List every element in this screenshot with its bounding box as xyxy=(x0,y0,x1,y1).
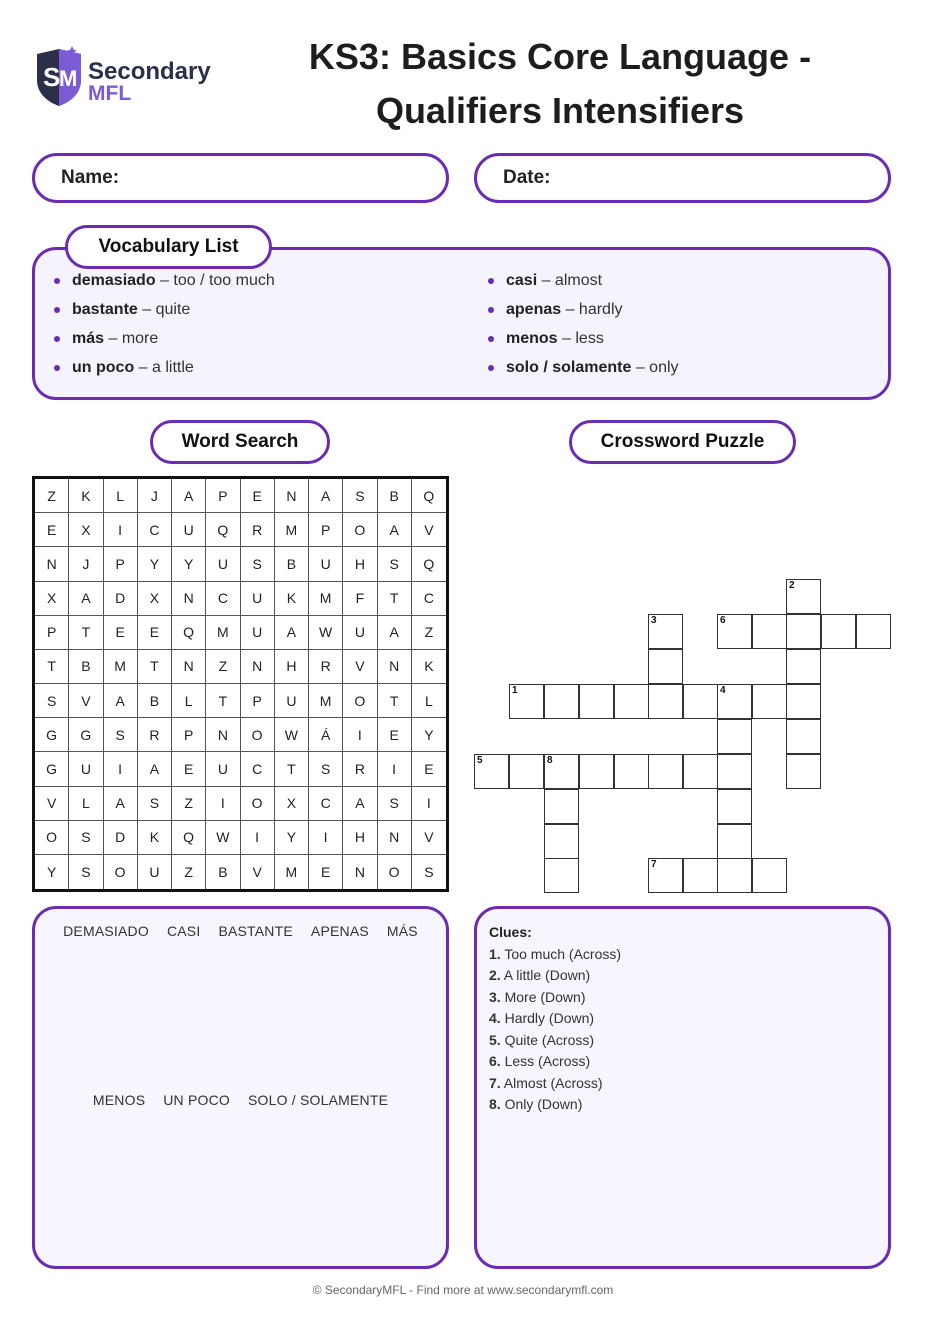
word-search-cell[interactable]: R xyxy=(241,513,275,547)
clue-item: 6. Less (Across) xyxy=(489,1053,591,1069)
word-search-cell[interactable]: M xyxy=(104,650,138,684)
vocab-item: demasiado – too / too much xyxy=(54,266,275,295)
name-field[interactable]: Name: xyxy=(32,153,449,203)
word-search-cell[interactable]: O xyxy=(378,855,412,889)
word-search-cell[interactable]: U xyxy=(172,513,206,547)
word-search-cell[interactable]: T xyxy=(206,684,240,718)
word-search-cell[interactable]: N xyxy=(172,650,206,684)
word-search-cell[interactable]: Á xyxy=(309,718,343,752)
crossword-cell[interactable] xyxy=(683,684,718,719)
word-list-item: APENAS xyxy=(310,923,369,939)
crossword-cell[interactable] xyxy=(614,684,649,719)
word-search-cell[interactable]: R xyxy=(309,650,343,684)
word-search-cell[interactable]: I xyxy=(206,787,240,821)
crossword-cell[interactable]: 5 xyxy=(474,754,509,789)
word-search-cell[interactable]: S xyxy=(343,479,377,513)
word-search-cell[interactable]: K xyxy=(69,479,103,513)
vocab-item: solo / solamente – only xyxy=(488,353,679,382)
word-search-cell[interactable]: Z xyxy=(35,479,69,513)
word-search-cell[interactable]: A xyxy=(138,752,172,786)
word-search-cell[interactable]: Z xyxy=(172,787,206,821)
crossword-cell[interactable] xyxy=(786,719,821,754)
word-search-heading: Word Search xyxy=(150,420,330,464)
crossword-cell[interactable] xyxy=(717,789,752,824)
word-search-cell[interactable]: J xyxy=(138,479,172,513)
word-search-cell[interactable]: P xyxy=(172,718,206,752)
word-search-cell[interactable]: B xyxy=(138,684,172,718)
word-list-row-1 xyxy=(35,923,446,939)
vocab-item: apenas – hardly xyxy=(488,295,679,324)
word-search-cell[interactable]: I xyxy=(343,718,377,752)
word-search-cell[interactable]: U xyxy=(206,752,240,786)
word-search-cell[interactable]: Q xyxy=(172,821,206,855)
word-search-cell[interactable]: X xyxy=(138,582,172,616)
word-search-cell[interactable]: I xyxy=(412,787,446,821)
crossword-cell[interactable] xyxy=(821,614,856,649)
word-search-cell[interactable]: P xyxy=(241,684,275,718)
crossword-cell[interactable]: 7 xyxy=(648,858,683,893)
word-search-cell[interactable]: I xyxy=(104,513,138,547)
title-line-2: Qualifiers Intensifiers xyxy=(375,90,745,131)
clues-list xyxy=(489,922,621,1116)
word-search-cell[interactable]: V xyxy=(69,684,103,718)
word-search-cell[interactable]: T xyxy=(138,650,172,684)
word-search-cell[interactable]: H xyxy=(275,650,309,684)
word-search-cell[interactable]: C xyxy=(309,787,343,821)
word-search-cell[interactable]: Q xyxy=(412,547,446,581)
crossword-cell[interactable] xyxy=(752,614,787,649)
word-search-cell[interactable]: A xyxy=(378,616,412,650)
word-search-cell[interactable]: W xyxy=(206,821,240,855)
word-list-item: UN POCO xyxy=(163,1092,230,1108)
vocab-item: bastante – quite xyxy=(54,295,275,324)
word-search-cell[interactable]: R xyxy=(138,718,172,752)
crossword-cell[interactable] xyxy=(544,824,579,859)
word-search-cell[interactable]: U xyxy=(275,684,309,718)
word-search-cell[interactable]: A xyxy=(343,787,377,821)
word-search-cell[interactable]: L xyxy=(172,684,206,718)
word-search-cell[interactable]: S xyxy=(69,821,103,855)
word-search-cell[interactable]: J xyxy=(69,547,103,581)
word-search-cell[interactable]: M xyxy=(206,616,240,650)
word-search-cell[interactable]: W xyxy=(275,718,309,752)
word-search-cell[interactable]: C xyxy=(241,752,275,786)
crossword-cell[interactable] xyxy=(544,858,579,893)
word-search-cell[interactable]: D xyxy=(104,582,138,616)
word-search-cell[interactable]: W xyxy=(309,616,343,650)
word-search-cell[interactable]: Z xyxy=(206,650,240,684)
crossword-cell[interactable] xyxy=(509,754,544,789)
clue-item: 2. A little (Down) xyxy=(489,967,591,983)
word-list-item: MENOS xyxy=(92,1092,146,1108)
crossword-cell[interactable] xyxy=(614,754,649,789)
word-list-item: SOLO / SOLAMENTE xyxy=(247,1092,389,1108)
crossword-cell[interactable] xyxy=(786,649,821,684)
word-search-cell[interactable]: K xyxy=(138,821,172,855)
crossword-cell[interactable] xyxy=(683,858,718,893)
word-search-cell[interactable]: U xyxy=(343,616,377,650)
word-search-cell[interactable]: R xyxy=(343,752,377,786)
word-search-cell[interactable]: V xyxy=(343,650,377,684)
crossword-cell[interactable] xyxy=(786,684,821,719)
word-search-cell[interactable]: N xyxy=(275,479,309,513)
svg-text:M: M xyxy=(59,66,78,91)
vocabulary-list-left xyxy=(54,266,275,382)
word-search-cell[interactable]: A xyxy=(275,616,309,650)
word-search-cell[interactable]: U xyxy=(138,855,172,889)
word-search-cell[interactable]: X xyxy=(69,513,103,547)
word-search-cell[interactable]: O xyxy=(35,821,69,855)
word-search-cell[interactable]: K xyxy=(412,650,446,684)
logo xyxy=(34,46,234,108)
word-search-cell[interactable]: N xyxy=(35,547,69,581)
word-search-cell[interactable]: A xyxy=(104,787,138,821)
word-search-cell[interactable]: I xyxy=(309,821,343,855)
word-search-cell[interactable]: Y xyxy=(172,547,206,581)
word-search-cell[interactable]: N xyxy=(343,855,377,889)
crossword-cell[interactable] xyxy=(856,614,891,649)
word-search-cell[interactable]: C xyxy=(138,513,172,547)
word-list-item: CASI xyxy=(166,923,201,939)
word-search-cell[interactable]: E xyxy=(35,513,69,547)
word-search-cell[interactable]: G xyxy=(69,718,103,752)
word-search-cell[interactable]: O xyxy=(241,787,275,821)
word-search-cell[interactable]: P xyxy=(35,616,69,650)
title-line-1: KS3: Basics Core Language - xyxy=(308,36,812,77)
word-search-cell[interactable]: O xyxy=(241,718,275,752)
svg-text:S: S xyxy=(43,62,61,92)
word-search-cell[interactable]: N xyxy=(206,718,240,752)
word-list-panel xyxy=(32,906,449,1269)
vocab-item: casi – almost xyxy=(488,266,679,295)
word-search-cell[interactable]: Y xyxy=(138,547,172,581)
word-search-cell[interactable]: O xyxy=(343,513,377,547)
word-search-cell[interactable]: T xyxy=(69,616,103,650)
word-search-cell[interactable]: T xyxy=(35,650,69,684)
word-search-cell[interactable]: I xyxy=(104,752,138,786)
crossword-cell[interactable] xyxy=(648,649,683,684)
logo-text-mfl: MFL xyxy=(88,82,132,105)
word-search-cell[interactable]: U xyxy=(309,547,343,581)
word-search-cell[interactable]: C xyxy=(206,582,240,616)
crossword-heading: Crossword Puzzle xyxy=(569,420,796,464)
word-search-cell[interactable]: S xyxy=(378,547,412,581)
word-search-cell[interactable]: A xyxy=(378,513,412,547)
word-search-cell[interactable]: E xyxy=(412,752,446,786)
crossword-cell[interactable] xyxy=(717,719,752,754)
date-field[interactable]: Date: xyxy=(474,153,891,203)
word-search-cell[interactable]: O xyxy=(343,684,377,718)
crossword-cell[interactable]: 2 xyxy=(786,579,821,614)
word-search-cell[interactable]: K xyxy=(275,582,309,616)
word-list-row-2 xyxy=(35,1092,446,1108)
word-search-cell[interactable]: T xyxy=(378,684,412,718)
crossword-cell[interactable] xyxy=(648,684,683,719)
word-search-cell[interactable]: M xyxy=(309,582,343,616)
clues-heading: Clues: xyxy=(489,924,532,940)
word-search-cell[interactable]: P xyxy=(206,479,240,513)
word-list-item: MÁS xyxy=(386,923,418,939)
word-search-cell[interactable]: N xyxy=(378,821,412,855)
word-search-cell[interactable]: M xyxy=(309,684,343,718)
crossword-cell[interactable] xyxy=(717,824,752,859)
crossword-cell[interactable]: 1 xyxy=(509,684,544,719)
word-search-cell[interactable]: S xyxy=(309,752,343,786)
word-search-cell[interactable]: A xyxy=(69,582,103,616)
crossword-cell[interactable] xyxy=(544,684,579,719)
crossword-cell[interactable] xyxy=(786,614,821,649)
word-search-grid xyxy=(32,476,449,892)
crossword-cell[interactable] xyxy=(579,684,614,719)
word-search-cell[interactable]: O xyxy=(104,855,138,889)
clue-item: 8. Only (Down) xyxy=(489,1096,583,1112)
word-search-cell[interactable]: E xyxy=(172,752,206,786)
word-search-cell[interactable]: C xyxy=(412,582,446,616)
clue-item: 4. Hardly (Down) xyxy=(489,1010,595,1026)
word-search-cell[interactable]: Z xyxy=(172,855,206,889)
word-search-cell[interactable]: D xyxy=(104,821,138,855)
clue-item: 1. Too much (Across) xyxy=(489,945,622,962)
word-search-cell[interactable]: E xyxy=(378,718,412,752)
word-search-cell[interactable]: N xyxy=(172,582,206,616)
crossword-cell[interactable]: 3 xyxy=(648,614,683,649)
word-search-cell[interactable]: V xyxy=(241,855,275,889)
word-search-cell[interactable]: L xyxy=(69,787,103,821)
word-search-cell[interactable]: T xyxy=(275,752,309,786)
crossword-cell[interactable] xyxy=(544,789,579,824)
clue-item: 5. Quite (Across) xyxy=(489,1031,595,1048)
crossword-cell[interactable] xyxy=(683,754,718,789)
clue-item: 3. More (Down) xyxy=(489,988,586,1005)
word-search-cell[interactable]: B xyxy=(378,479,412,513)
word-search-cell[interactable]: E xyxy=(241,479,275,513)
word-search-cell[interactable]: B xyxy=(206,855,240,889)
word-search-cell[interactable]: B xyxy=(275,547,309,581)
crossword-cell[interactable]: 8 xyxy=(544,754,579,789)
word-search-cell[interactable]: F xyxy=(343,582,377,616)
word-search-cell[interactable]: L xyxy=(412,684,446,718)
crossword-cell[interactable] xyxy=(579,754,614,789)
crossword-cell[interactable] xyxy=(717,754,752,789)
word-list-item: BASTANTE xyxy=(218,923,293,939)
word-search-cell[interactable]: M xyxy=(275,855,309,889)
word-search-cell[interactable]: G xyxy=(35,718,69,752)
word-search-cell[interactable]: H xyxy=(343,821,377,855)
word-search-cell[interactable]: V xyxy=(412,513,446,547)
word-search-cell[interactable]: U xyxy=(241,582,275,616)
word-search-cell[interactable]: V xyxy=(412,821,446,855)
word-search-cell[interactable]: S xyxy=(378,787,412,821)
word-search-cell[interactable]: Q xyxy=(172,616,206,650)
word-search-cell[interactable]: U xyxy=(69,752,103,786)
word-search-cell[interactable]: P xyxy=(309,513,343,547)
crossword-cell[interactable] xyxy=(786,754,821,789)
word-search-cell[interactable]: X xyxy=(35,582,69,616)
word-search-cell[interactable]: B xyxy=(69,650,103,684)
crossword-cell[interactable] xyxy=(752,684,787,719)
word-search-cell[interactable]: E xyxy=(309,855,343,889)
clue-item: 7. Almost (Across) xyxy=(489,1074,603,1091)
vocab-item: un poco – a little xyxy=(54,353,275,382)
word-search-cell[interactable]: N xyxy=(241,650,275,684)
vocab-item: menos – less xyxy=(488,324,679,353)
vocabulary-list-right xyxy=(488,266,679,382)
word-search-cell[interactable]: U xyxy=(206,547,240,581)
vocabulary-heading: Vocabulary List xyxy=(65,225,272,269)
word-search-cell[interactable]: S xyxy=(138,787,172,821)
word-search-cell[interactable]: Q xyxy=(206,513,240,547)
word-search-cell[interactable]: S xyxy=(241,547,275,581)
logo-text-secondary: Secondary xyxy=(88,58,211,85)
word-search-cell[interactable]: I xyxy=(241,821,275,855)
word-search-cell[interactable]: G xyxy=(35,752,69,786)
word-search-cell[interactable]: N xyxy=(378,650,412,684)
word-search-cell[interactable]: V xyxy=(35,787,69,821)
crossword-cell[interactable] xyxy=(648,754,683,789)
crossword-cell[interactable]: 4 xyxy=(717,684,752,719)
word-search-cell[interactable]: S xyxy=(69,855,103,889)
word-search-cell[interactable]: H xyxy=(343,547,377,581)
word-search-cell[interactable]: X xyxy=(275,787,309,821)
word-search-cell[interactable]: I xyxy=(378,752,412,786)
word-search-cell[interactable]: T xyxy=(378,582,412,616)
word-search-cell[interactable]: A xyxy=(172,479,206,513)
crossword-cell[interactable] xyxy=(717,858,752,893)
word-search-cell[interactable]: P xyxy=(104,547,138,581)
crossword-cell[interactable]: 6 xyxy=(717,614,752,649)
word-search-cell[interactable]: Y xyxy=(35,855,69,889)
word-search-cell[interactable]: Y xyxy=(412,718,446,752)
word-search-cell[interactable]: U xyxy=(241,616,275,650)
word-list-item: DEMASIADO xyxy=(63,923,149,939)
crossword-cell[interactable] xyxy=(752,858,787,893)
word-search-cell[interactable]: S xyxy=(104,718,138,752)
word-search-cell[interactable]: Z xyxy=(412,616,446,650)
word-search-cell[interactable]: L xyxy=(104,479,138,513)
word-search-cell[interactable]: M xyxy=(275,513,309,547)
word-search-cell[interactable]: S xyxy=(35,684,69,718)
word-search-cell[interactable]: A xyxy=(309,479,343,513)
footer: © SecondaryMFL - Find more at www.secondarymfl.com xyxy=(312,1283,614,1297)
word-search-cell[interactable]: Y xyxy=(275,821,309,855)
word-search-cell[interactable]: S xyxy=(424,863,434,880)
shield-logo-icon xyxy=(34,46,84,108)
word-search-cell[interactable]: E xyxy=(104,616,138,650)
word-search-cell[interactable]: Q xyxy=(412,479,446,513)
word-search-cell[interactable]: A xyxy=(104,684,138,718)
word-search-cell[interactable]: E xyxy=(138,616,172,650)
page-title xyxy=(250,30,870,138)
vocab-item: más – more xyxy=(54,324,275,353)
